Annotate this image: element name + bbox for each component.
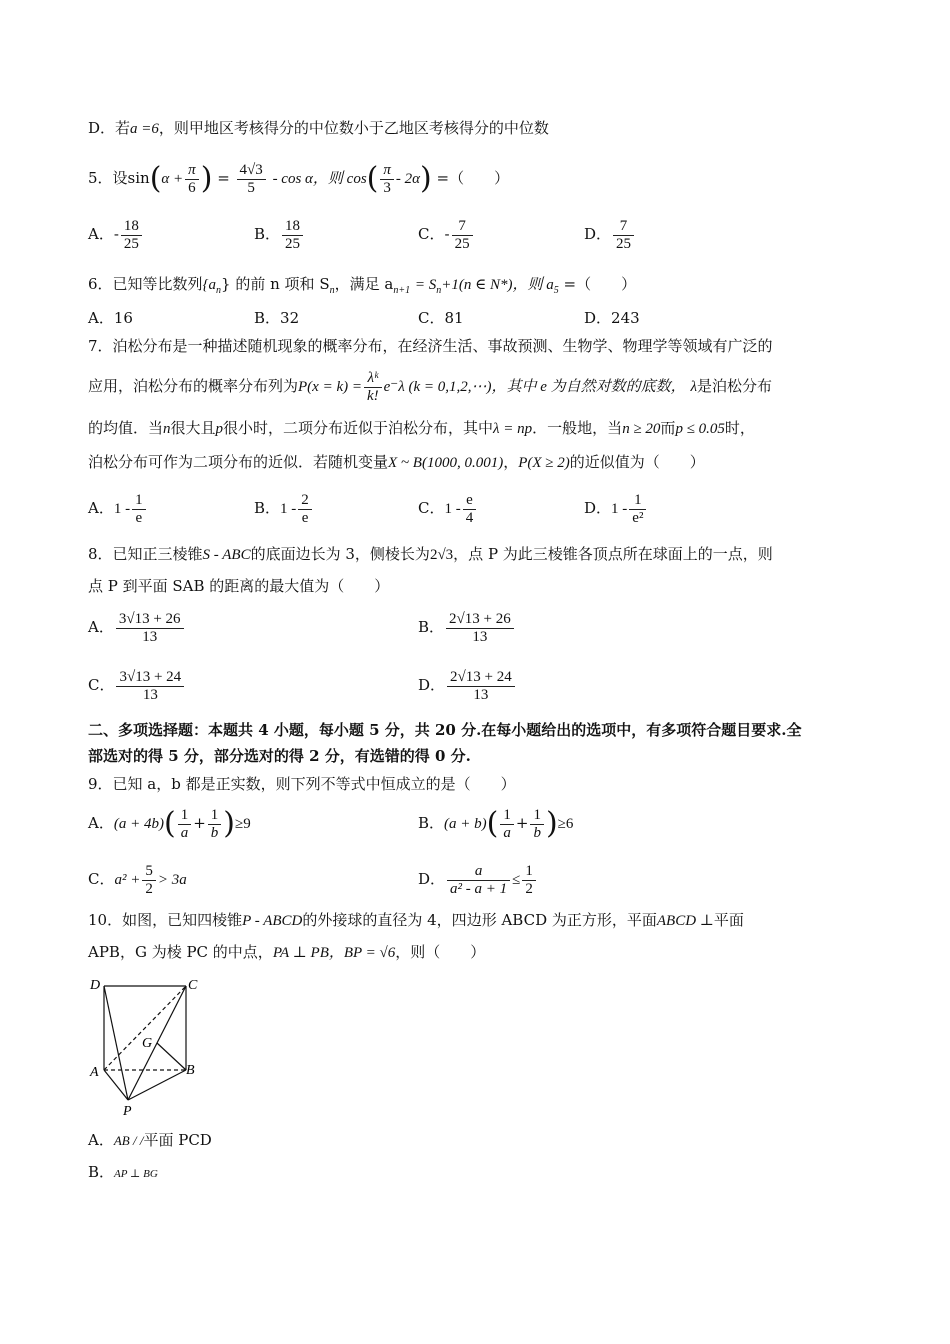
q5-expr-left: α + — [161, 171, 184, 187]
q9-option-a: A．(a + 4b)( $\frac{1}{a}$ + $\frac{1}{b}$ )≥9 — [88, 806, 251, 841]
q5-stem: 5．设sin(α + $\frac{\pi}{6}$ ) = $\frac{4√3}{5}$ - cos α，则 cos( $\frac{\pi}{3}$ - 2α) =（ ） — [88, 161, 510, 196]
q8-option-c: C． $\frac{3√13 + 24}{13}$ — [88, 664, 186, 706]
q7-line4: 泊松分布可作为二项分布的近似．若随机变量X ~ B(1000, 0.001)，P(X ≥ 2)的近似值为（ ） — [88, 453, 705, 471]
q6-option-c: C．81 — [418, 309, 464, 327]
q5-end: =（ ） — [436, 169, 510, 187]
q8-option-d: D． $\frac{2√13 + 24}{13}$ — [418, 664, 517, 706]
q10-line1: 10．如图，已知四棱锥P - ABCD的外接球的直径为 4，四边形 ABCD 为正方形，平面ABCD ⊥平面 — [88, 911, 744, 929]
q5-option-a: A．- $\frac{18}{25}$ — [88, 214, 144, 254]
q7-line2: 应用，泊松分布的概率分布列为P(x = k) = $\frac{\text{λᵏ}}{k!}$ e⁻λ (k = 0,1,2,⋯)，其中 e 为自然对数的底数， λ是泊松分布 — [88, 369, 772, 404]
q8-line1: 8．已知正三棱锥S - ABC的底面边长为 3，侧棱长为2√3，点 P 为此三棱锥各顶点所在球面上的一点，则 — [88, 545, 773, 563]
q9-option-c: C．a² + $\frac{5}{2}$ > 3a — [88, 862, 187, 897]
q6-option-b: B．32 — [254, 309, 300, 327]
q7-option-c: C．1 - $\frac{e}{4}$ — [418, 488, 478, 529]
label-c: C — [188, 978, 198, 993]
q9-stem: 9．已知 a，b 都是正实数，则下列不等式中恒成立的是（ ） — [88, 775, 516, 793]
q5-eq: = — [217, 169, 230, 187]
q9-option-b: B．(a + b)( $\frac{1}{a}$ + $\frac{1}{b}$ )≥6 — [418, 806, 574, 841]
label-p: P — [123, 1104, 132, 1119]
q4-option-d — [88, 118, 549, 139]
label-a: A — [90, 1065, 99, 1080]
q6-option-a: A．16 — [88, 309, 133, 327]
edge-ac-hidden — [104, 986, 186, 1070]
edge-dp — [104, 986, 128, 1100]
edge-bg — [157, 1043, 186, 1070]
q4-a-eq: a =6 — [130, 121, 159, 137]
q6-option-d: D．243 — [584, 309, 640, 327]
q5-option-b: B． $\frac{18}{25}$ — [254, 214, 305, 254]
q5-pi-over-6: $\frac{\pi}{6}$ — [185, 162, 199, 197]
q10-option-a: A．AB / /平面 PCD — [88, 1131, 212, 1149]
q8-option-b: B． $\frac{2√13 + 26}{13}$ — [418, 606, 516, 648]
pyramid-figure — [86, 975, 216, 1120]
label-g: G — [142, 1036, 153, 1051]
q5-option-d: D． $\frac{7}{25}$ — [584, 214, 636, 254]
section2-heading-line1: 二、多项选择题：本题共 4 小题，每小题 5 分，共 20 分.在每小题给出的选项中，有多项符合题目要求.全 — [88, 721, 802, 739]
q7-line1: 7．泊松分布是一种描述随机现象的概率分布，在经济生活、事故预测、生物学、物理学等领域有广泛的 — [88, 337, 773, 355]
label-b: B — [186, 1063, 195, 1078]
q10-line2: APB，G 为棱 PC 的中点，PA ⊥ PB，BP = √6，则（ ） — [88, 943, 486, 961]
q7-line3: 的均值．当n很大且p很小时，二项分布近似于泊松分布，其中λ = np．一般地，当n ≥ 20而p ≤ 0.05时， — [88, 419, 755, 437]
q8-option-a: A． $\frac{3√13 + 26}{13}$ — [88, 606, 186, 648]
q10-option-b: B．AP ⊥ BG — [88, 1163, 158, 1181]
q5-pi-over-3: $\frac{\pi}{3}$ — [380, 162, 394, 197]
q5-tail: - cos α，则 cos — [272, 171, 367, 187]
q7-option-d: D．1 - $\frac{1}{\text{e²}}$ — [584, 488, 648, 529]
q5-inner2: - 2α — [395, 171, 421, 187]
q9-option-d: D． $\frac{a}{\text{a² - a + 1}}$ ≤ $\frac{1}{2}$ — [418, 858, 538, 901]
q5-rhs-frac: $\frac{4√3}{5}$ — [237, 162, 266, 197]
q7-option-a: A．1 - $\frac{1}{e}$ — [88, 488, 148, 529]
label-d: D — [90, 978, 101, 993]
q5-option-c: C．- $\frac{7}{25}$ — [418, 214, 475, 254]
q4-optd-text: ，则甲地区考核得分的中位数小于乙地区考核得分的中位数 — [158, 119, 549, 137]
q8-line2: 点 P 到平面 SAB 的距离的最大值为（ ） — [88, 577, 390, 595]
q5-prefix: 5．设sin — [88, 169, 150, 187]
edge-bp — [128, 1070, 186, 1100]
q7-option-b: B．1 - $\frac{2}{e}$ — [254, 488, 314, 529]
q4-optd-label: D．若 — [88, 119, 131, 137]
q6-stem: 6．已知等比数列$\{a_n\}$ 的前 n 项和 $S_n$，满足 $a_{n+1} = S_n+1(n$ ∈ N*)，则 $a_5$ =（ ） — [88, 275, 637, 296]
section2-heading-line2: 部选对的得 5 分，部分选对的得 2 分，有选错的得 0 分. — [88, 747, 471, 765]
